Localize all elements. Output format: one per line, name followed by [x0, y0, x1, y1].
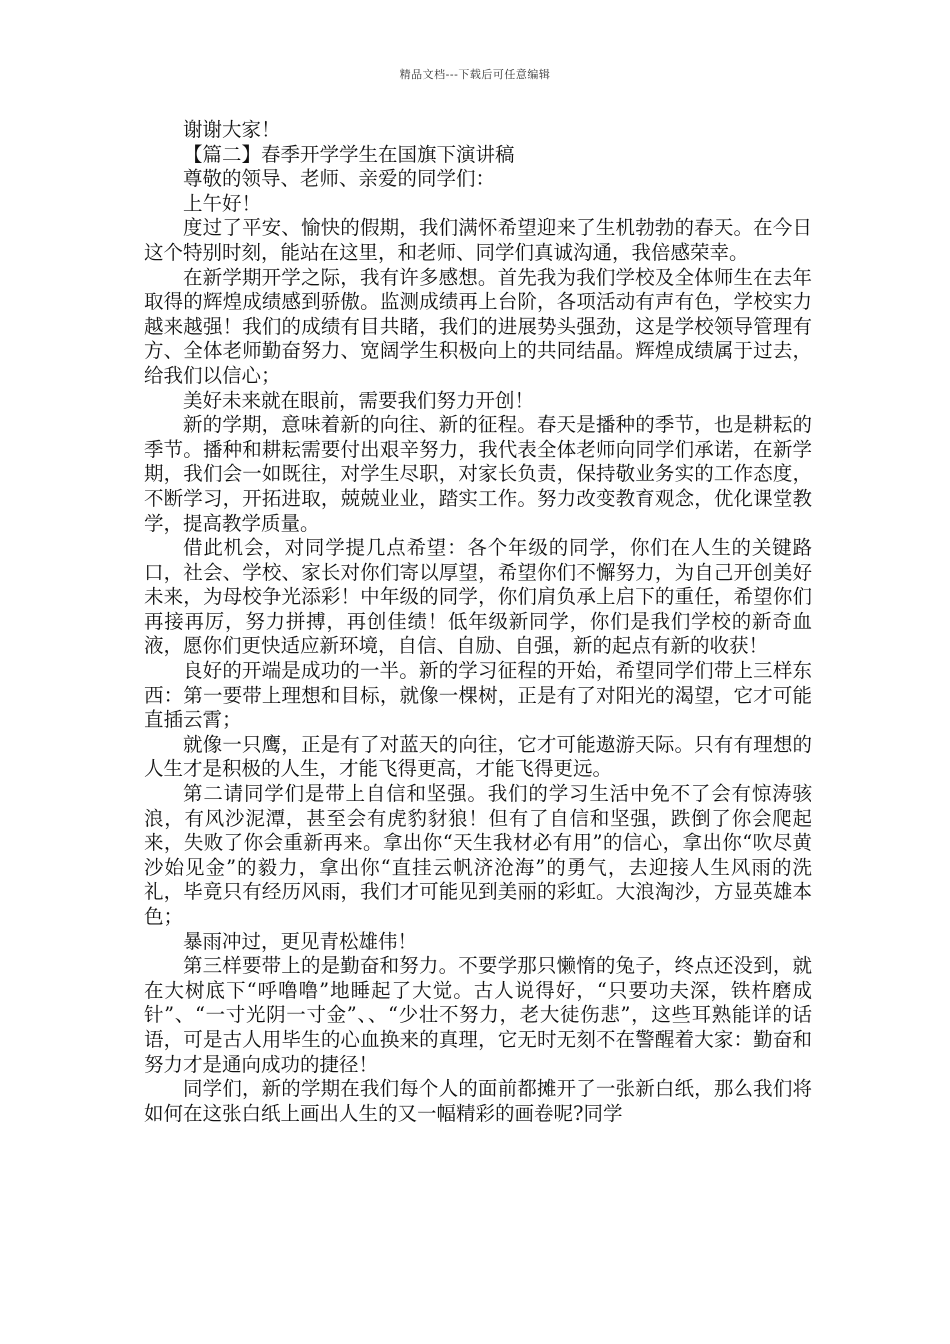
section-title: 【篇二】春季开学学生在国旗下演讲稿 [183, 142, 515, 166]
paragraph: 在新学期开学之际，我有许多感想。首先我为我们学校及全体师生在去年取得的辉煌成绩感到骄傲。监测成绩再上台阶，各项活动有声有色，学校实力越来越强！我们的成绩有目共睹，我们的进展势头强劲，这是学校领导管理有方、全体老师勤奋努力、宽阔学生积极向上的共同结晶。辉煌成绩属于过去，给我们以信心； [144, 265, 812, 387]
paragraph: 新的学期，意味着新的向往、新的征程。春天是播种的季节，也是耕耘的季节。播种和耕耘需要付出艰辛努力，我代表全体老师向同学们承诺，在新学期，我们会一如既往，对学生尽职，对家长负责，保持敬业务实的工作态度，不断学习，开拓进取，兢兢业业，踏实工作。努力改变教育观念，优化课堂教学，提高教学质量。 [144, 413, 812, 535]
paragraph: 第二请同学们是带上自信和坚强。我们的学习生活中免不了会有惊涛骇浪，有风沙泥潭，甚至会有虎豹豺狼！但有了自信和坚强，跌倒了你会爬起来，失败了你会重新再来。拿出你“天生我材必有用”的信心，拿出你“吹尽黄沙始见金”的毅力，拿出你“直挂云帆济沧海”的勇气，去迎接人生风雨的洗礼，毕竟只有经历风雨，我们才可能见到美丽的彩虹。大浪淘沙，方显英雄本色； [144, 782, 812, 928]
page-header-note: 精品文档---下载后可任意编辑 [399, 68, 551, 81]
paragraph: 第三样要带上的是勤奋和努力。不要学那只懒惰的兔子，终点还没到，就在大树底下“呼噜噜”地睡起了大觉。古人说得好，“只要功夫深，铁杵磨成针”、“一寸光阴一寸金”、、“少壮不努力，老大徒伤悲”，这些耳熟能详的话语，可是古人用毕生的心血换来的真理，它无时无刻不在警醒着大家：勤奋和努力才是通向成功的捷径！ [144, 954, 812, 1076]
salutation: 尊敬的领导、老师、亲爱的同学们： [183, 167, 496, 191]
paragraph: 同学们，新的学期在我们每个人的面前都摊开了一张新白纸，那么我们将如何在这张白纸上画出人生的又一幅精彩的画卷呢?同学 [144, 1077, 812, 1125]
closing-thanks: 谢谢大家！ [183, 118, 281, 141]
paragraph: 就像一只鹰，正是有了对蓝天的向往，它才可能遨游天际。只有有理想的人生才是积极的人生，才能飞得更高，才能飞得更远。 [144, 732, 812, 781]
greeting: 上午好！ [183, 191, 262, 215]
paragraph: 暴雨冲过，更见青松雄伟！ [183, 929, 418, 953]
paragraph: 美好未来就在眼前，需要我们努力开创！ [183, 388, 535, 412]
document-body [144, 118, 812, 1126]
paragraph: 良好的开端是成功的一半。新的学习征程的开始，希望同学们带上三样东西：第一要带上理想和目标，就像一棵树，正是有了对阳光的渴望，它才可能直插云霄； [144, 659, 812, 732]
paragraph: 度过了平安、愉快的假期，我们满怀希望迎来了生机勃勃的春天。在今日这个特别时刻，能站在这里，和老师、同学们真诚沟通，我倍感荣幸。 [144, 216, 812, 264]
paragraph: 借此机会，对同学提几点希望：各个年级的同学，你们在人生的关键路口，社会、学校、家长对你们寄以厚望，希望你们不懈努力，为自己开创美好未来，为母校争光添彩！中年级的同学，你们肩负承上启下的重任，希望你们再接再厉，努力拼搏，再创佳绩！低年级新同学，你们是我们学校的新奇血液，愿你们更快适应新环境，自信、自励、自强，新的起点有新的收获！ [144, 536, 812, 658]
